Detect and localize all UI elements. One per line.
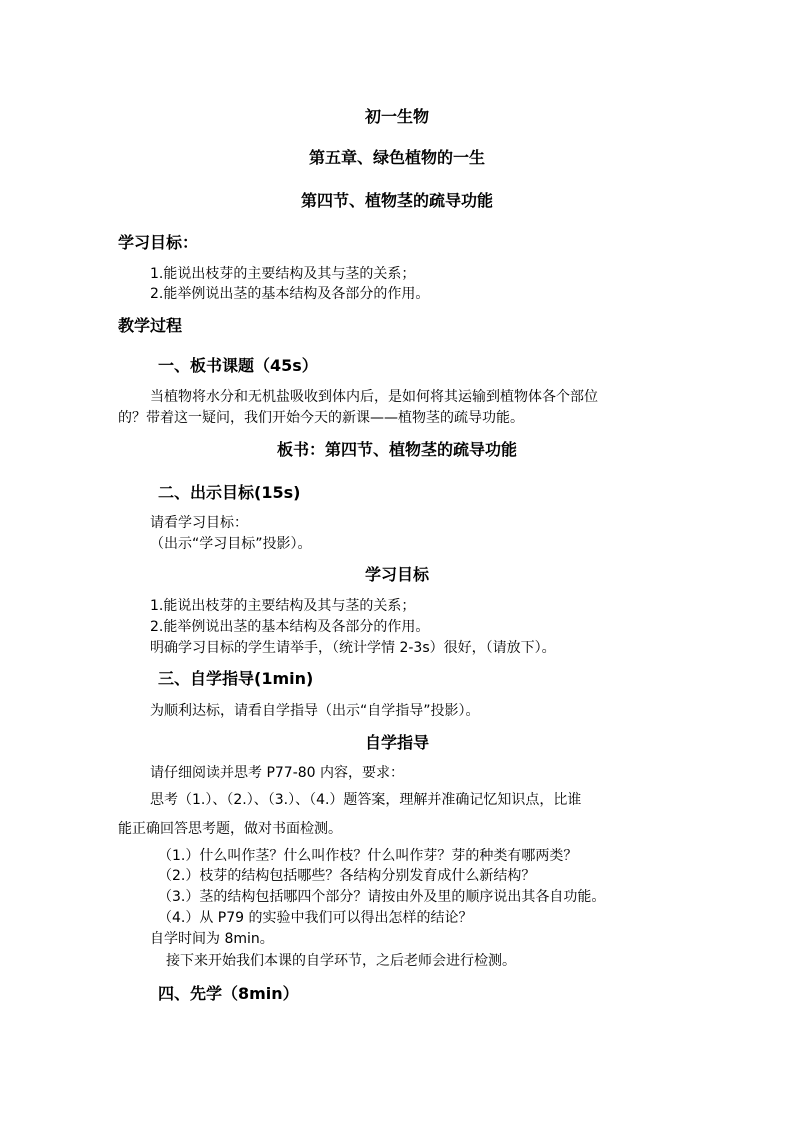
question-1: （1.）什么叫作茎？什么叫作枝？什么叫作芽？芽的种类有哪两类？ [158,848,578,864]
step2-line1: 请看学习目标： [150,515,248,531]
step3-read: 请仔细阅读并思考 P77-80 内容，要求： [150,765,405,781]
step3-line1: 为顺利达标，请看自学指导（出示“自学指导”投影）。 [150,703,480,719]
step2-item-1: 1.能说出枝芽的主要结构及其与茎的关系； [150,598,416,614]
next-step: 接下来开始我们本课的自学环节，之后老师会进行检测。 [166,953,516,969]
step1-paragraph-line2: 的？带着这一疑问，我们开始今天的新课——植物茎的疏导功能。 [118,410,524,426]
process-heading: 教学过程 [118,316,183,335]
step2-title: 二、出示目标(15s) [158,483,301,502]
step1-title: 一、板书课题（45s） [158,356,318,375]
objective-item-1: 1.能说出枝芽的主要结构及其与茎的关系； [150,266,416,282]
board-title: 板书：第四节、植物茎的疏导功能 [276,440,517,459]
step4-title: 四、先学（8min） [158,984,299,1003]
question-3: （3.）茎的结构包括哪四个部分？请按由外及里的顺序说出其各自功能。 [158,889,606,905]
step3-center-title: 自学指导 [364,733,429,752]
step2-item-3: 明确学习目标的学生请举手，（统计学情 2-3s）很好，（请放下）。 [150,640,556,656]
objective-item-2: 2.能举例说出茎的基本结构及各部分的作用。 [150,286,430,302]
step3-think-line1: 思考（1.）、（2.）、（3.）、（4.）题答案，理解并准确记忆知识点，比谁 [150,792,582,808]
chapter-title: 第五章、绿色植物的一生 [308,148,485,167]
step3-think-line2: 能正确回答思考题，做对书面检测。 [118,821,342,837]
step2-center-title: 学习目标 [364,565,429,584]
study-time: 自学时间为 8min。 [150,931,274,947]
question-2: （2.）枝芽的结构包括哪些？各结构分别发育成什么新结构？ [158,868,536,884]
step2-line2: （出示“学习目标”投影）。 [150,536,312,552]
objectives-heading: 学习目标： [118,233,199,252]
step1-paragraph-line1: 当植物将水分和无机盐吸收到体内后，是如何将其运输到植物体各个部位 [150,389,598,405]
step2-item-2: 2.能举例说出茎的基本结构及各部分的作用。 [150,619,430,635]
subject-title: 初一生物 [364,107,429,126]
step3-title: 三、自学指导(1min) [158,669,314,688]
section-title: 第四节、植物茎的疏导功能 [300,191,493,210]
question-4: （4.）从 P79 的实验中我们可以得出怎样的结论？ [158,910,473,926]
